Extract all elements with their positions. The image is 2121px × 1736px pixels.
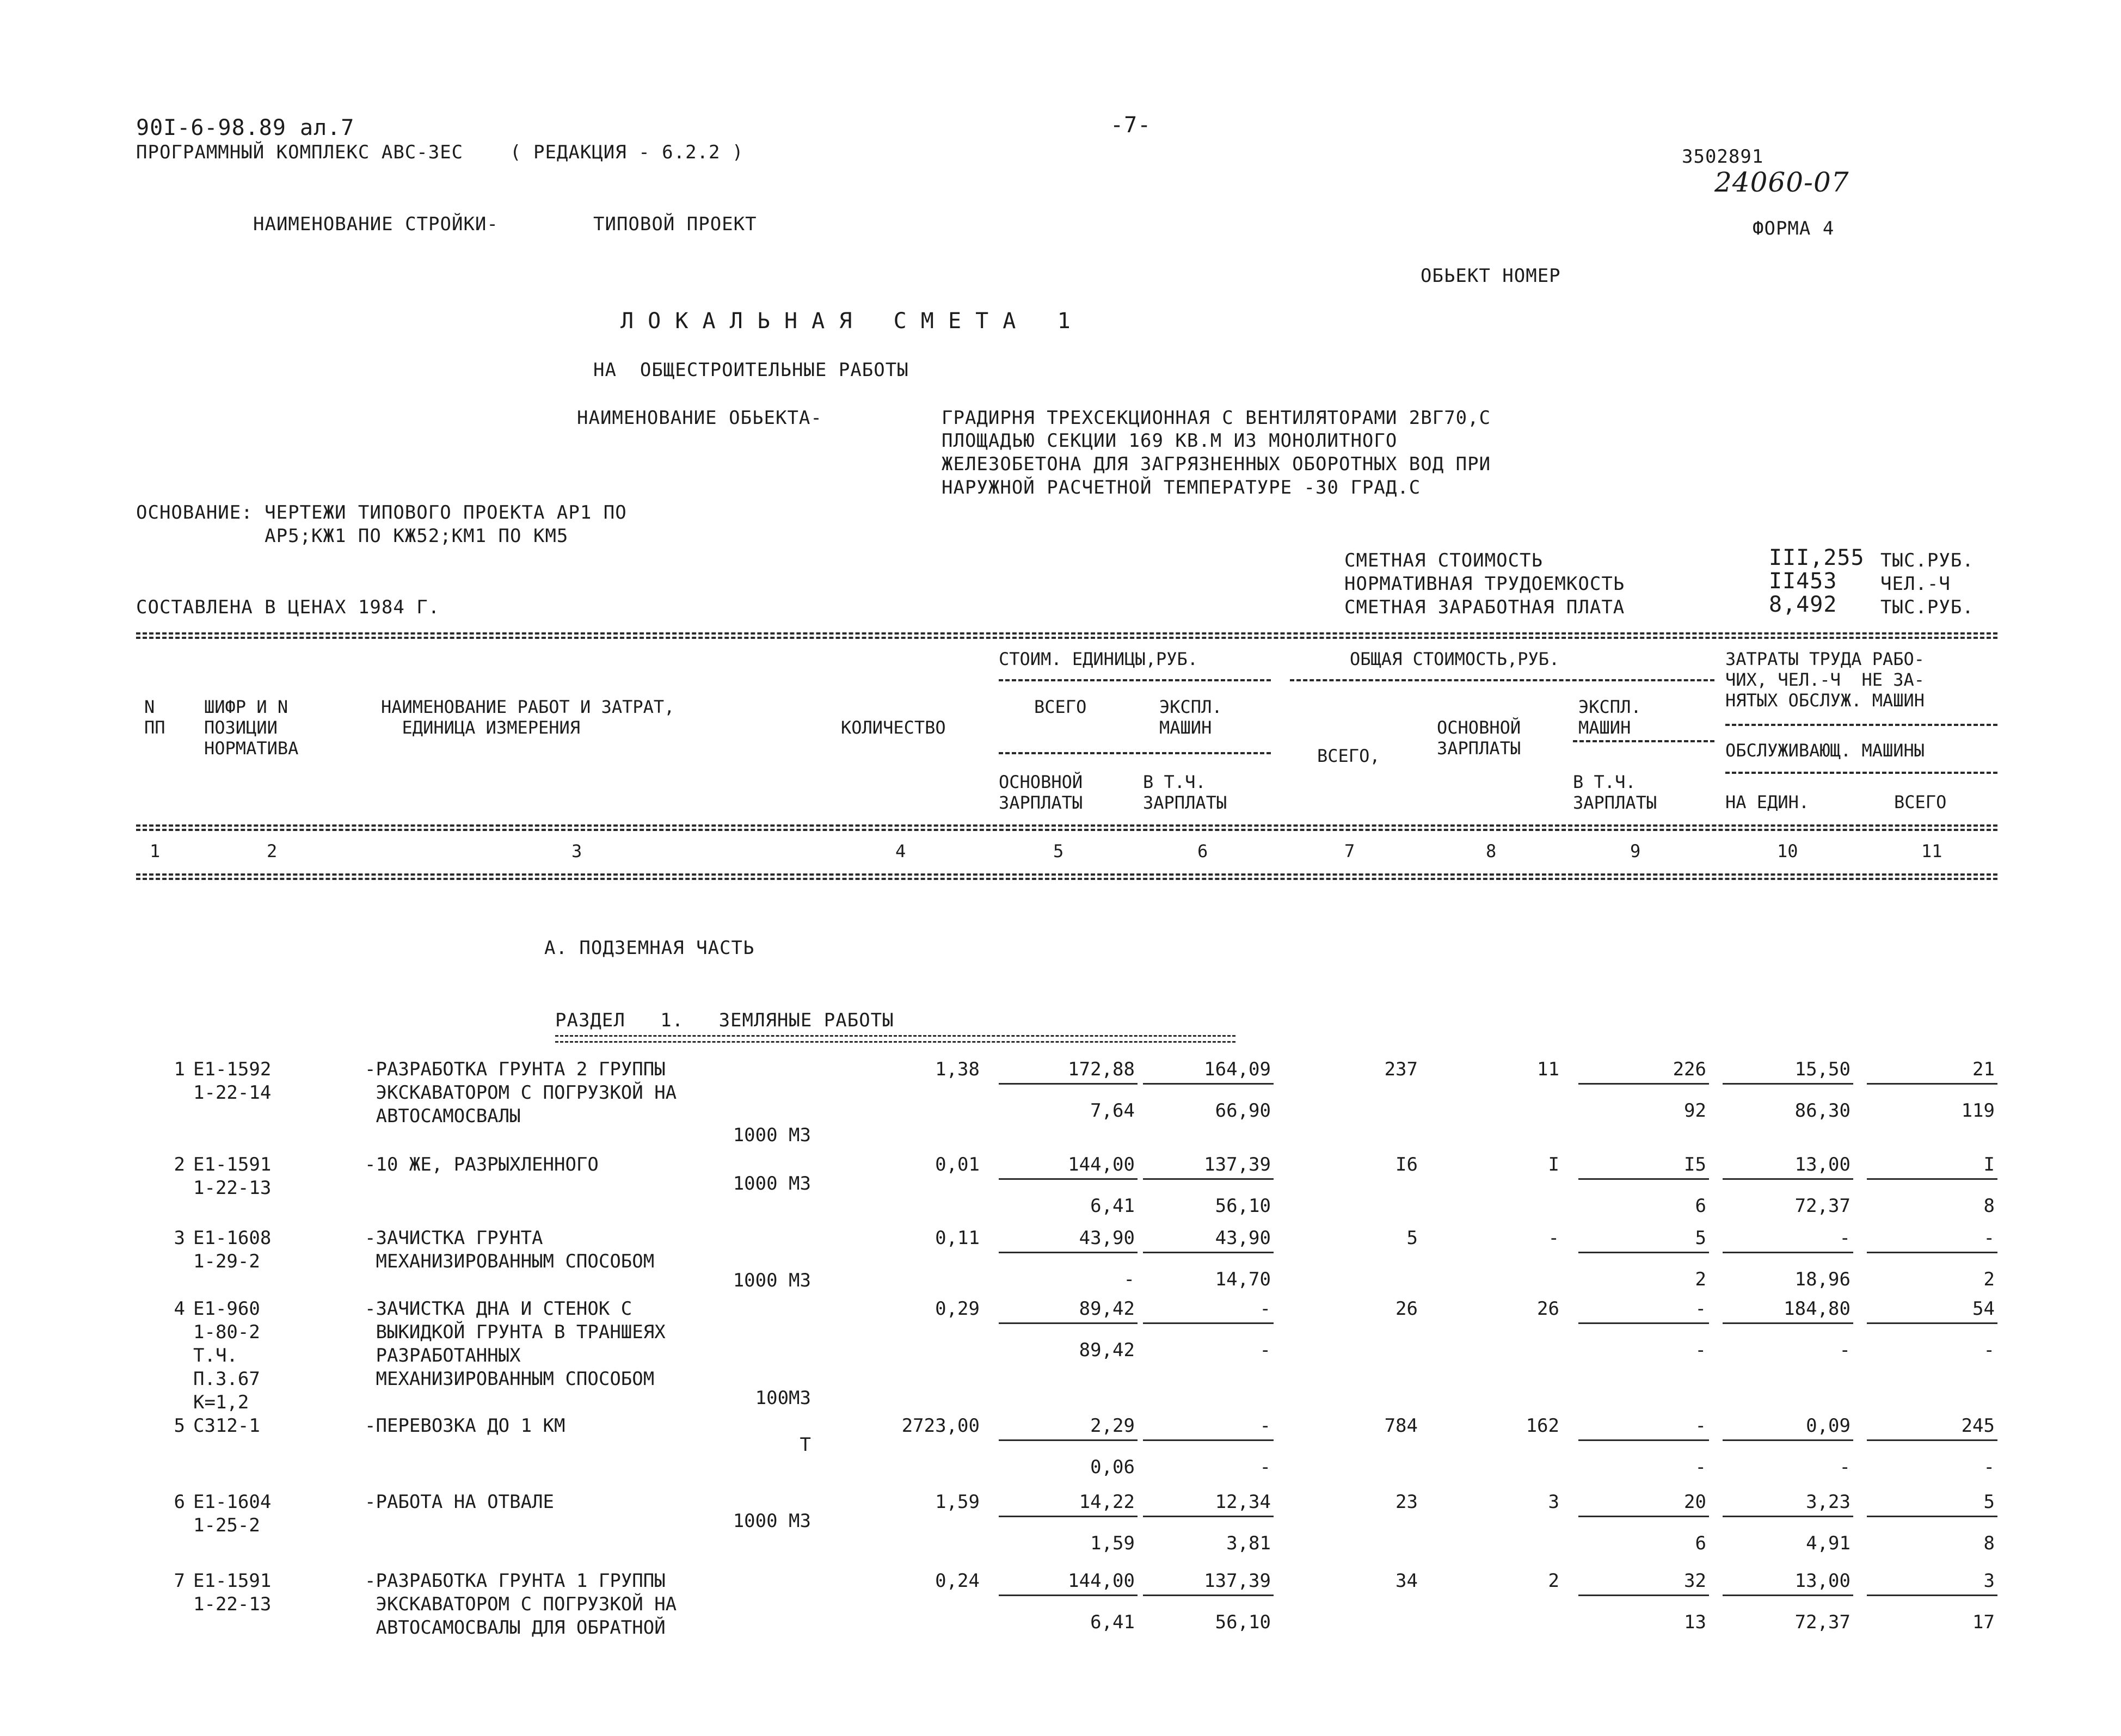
- basis-line-2: АР5;КЖ1 ПО КЖ52;КМ1 ПО КМ5: [136, 525, 569, 547]
- row-rule-c11: [1867, 1322, 1997, 1324]
- row-total-incl-wages: 2: [1695, 1269, 1706, 1290]
- row-code: 1-22-13: [193, 1177, 272, 1199]
- row-labor-per-unit: -: [1839, 1227, 1851, 1249]
- row-rule-c6: [1143, 1439, 1274, 1441]
- row-unit-incl-wages: 3,81: [1226, 1532, 1271, 1554]
- header-rule-unit-cost: [999, 679, 1271, 681]
- row-total-wages: 3: [1548, 1491, 1559, 1513]
- row-rule-c11: [1867, 1178, 1997, 1180]
- row-labor-total: 3: [1983, 1570, 1995, 1592]
- col-header-unit-cost: СТОИМ. ЕДИНИЦЫ,РУБ.: [999, 649, 1198, 669]
- row-work-name: ВЫКИДКОЙ ГРУНТА В ТРАНШЕЯХ: [365, 1321, 666, 1343]
- row-unit-cost-machines: 12,34: [1215, 1491, 1271, 1513]
- row-labor-total: 5: [1983, 1491, 1995, 1513]
- row-total-machines: 226: [1673, 1058, 1706, 1080]
- form-label: ФОРМА 4: [1753, 218, 1835, 239]
- row-rule-c10: [1723, 1595, 1853, 1596]
- row-total-incl-wages: 6: [1695, 1532, 1706, 1554]
- row-rule-c5: [999, 1516, 1138, 1517]
- row-work-name: -РАБОТА НА ОТВАЛЕ: [365, 1491, 554, 1513]
- header-rule-machines: [1573, 740, 1714, 742]
- row-rule-c9: [1578, 1595, 1709, 1596]
- row-code: Е1-1591: [193, 1570, 272, 1592]
- row-unit-cost-machines: 164,09: [1204, 1058, 1271, 1080]
- row-number: 5: [174, 1415, 185, 1437]
- row-labor-total: I: [1983, 1154, 1995, 1175]
- row-total-machines: 5: [1695, 1227, 1706, 1249]
- row-unit-cost-total: 2,29: [1090, 1415, 1135, 1437]
- row-total-wages: 2: [1548, 1570, 1559, 1592]
- row-work-name: ЭКСКАВАТОРОМ С ПОГРУЗКОЙ НА: [365, 1593, 677, 1615]
- row-rule-c10: [1723, 1178, 1853, 1180]
- row-unit: Т: [800, 1434, 811, 1456]
- summary-label-wages: СМЕТНАЯ ЗАРАБОТНАЯ ПЛАТА: [1344, 596, 1625, 618]
- row-unit-incl-wages: 56,10: [1215, 1195, 1271, 1217]
- row-unit-base-wages: 6,41: [1090, 1195, 1135, 1217]
- col-header-total-all: ВСЕГО,: [1317, 746, 1380, 766]
- row-unit-cost-machines: -: [1259, 1415, 1271, 1437]
- col-number-3: 3: [571, 841, 582, 861]
- row-code: Е1-1604: [193, 1491, 272, 1513]
- col-header-incl-wages: В Т.Ч. ЗАРПЛАТЫ: [1143, 772, 1227, 813]
- row-quantity: 1,59: [935, 1491, 980, 1513]
- row-quantity: 0,11: [935, 1227, 980, 1249]
- row-total-machines: I5: [1684, 1154, 1706, 1175]
- row-rule-c9: [1578, 1083, 1709, 1085]
- summary-value-wages: 8,492: [1769, 592, 1837, 617]
- object-line-2: ПЛОЩАДЬЮ СЕКЦИИ 169 КВ.М ИЗ МОНОЛИТНОГО: [942, 430, 1398, 452]
- object-line-1: ГРАДИРНЯ ТРЕХСЕКЦИОННАЯ С ВЕНТИЛЯТОРАМИ 2ВГ70,С: [942, 407, 1491, 429]
- row-code: 1-22-14: [193, 1082, 272, 1104]
- row-code: Е1-960: [193, 1298, 260, 1320]
- row-quantity: 0,01: [935, 1154, 980, 1175]
- prices-line: СОСТАВЛЕНА В ЦЕНАХ 1984 Г.: [136, 596, 440, 618]
- row-quantity: 2723,00: [901, 1415, 980, 1437]
- row-rule-c10: [1723, 1322, 1853, 1324]
- row-rule-c11: [1867, 1595, 1997, 1596]
- header-bottom-rule-2: [136, 829, 1997, 831]
- header-rule-labor: [1725, 724, 1997, 726]
- page-mark: -7-: [1110, 113, 1152, 138]
- row-total-cost: 5: [1406, 1227, 1418, 1249]
- row-labor-machines-total: 8: [1983, 1532, 1995, 1554]
- row-labor-machines-total: 17: [1972, 1611, 1995, 1633]
- row-total-wages: I: [1548, 1154, 1559, 1175]
- row-rule-c11: [1867, 1083, 1997, 1085]
- row-total-wages: 11: [1537, 1058, 1559, 1080]
- row-total-machines: -: [1695, 1415, 1706, 1437]
- col-header-per-unit: НА ЕДИН.: [1725, 792, 1810, 812]
- col-header-total-machines: ЭКСПЛ. МАШИН: [1578, 697, 1642, 738]
- row-unit-incl-wages: 14,70: [1215, 1269, 1271, 1290]
- row-code: П.3.67: [193, 1368, 260, 1390]
- row-code: К=1,2: [193, 1392, 249, 1413]
- summary-value-cost: III,255: [1769, 545, 1865, 570]
- summary-label-cost: СМЕТНАЯ СТОИМОСТЬ: [1344, 550, 1543, 571]
- row-rule-c10: [1723, 1252, 1853, 1253]
- row-rule-c5: [999, 1439, 1138, 1441]
- row-code: 1-80-2: [193, 1321, 260, 1343]
- program-line: ПРОГРАММНЫЙ КОМПЛЕКС АВС-ЗЕС ( РЕДАКЦИЯ - 6.2.2 ): [136, 141, 744, 163]
- row-work-name: АВТОСАМОСВАЛЫ: [365, 1105, 521, 1127]
- row-labor-per-unit: 3,23: [1806, 1491, 1851, 1513]
- col-header-labor: ЗАТРАТЫ ТРУДА РАБО- ЧИХ, ЧЕЛ.-Ч НЕ ЗА- НЯТЫХ ОБСЛУЖ. МАШИН: [1725, 649, 1925, 711]
- row-code: 1-29-2: [193, 1251, 260, 1272]
- row-unit-cost-total: 89,42: [1079, 1298, 1135, 1320]
- row-total-machines: -: [1695, 1298, 1706, 1320]
- row-work-name: -10 ЖЕ, РАЗРЫХЛЕННОГО: [365, 1154, 599, 1175]
- col-header-n: N ПП: [144, 697, 165, 738]
- row-labor-per-unit: 0,09: [1806, 1415, 1851, 1437]
- row-labor-machines-total: 8: [1983, 1195, 1995, 1217]
- col-header-qty: КОЛИЧЕСТВО: [841, 717, 946, 738]
- row-labor-machines-per-unit: 72,37: [1794, 1611, 1851, 1633]
- row-rule-c9: [1578, 1252, 1709, 1253]
- row-labor-machines-per-unit: 18,96: [1794, 1269, 1851, 1290]
- col-number-10: 10: [1777, 841, 1798, 861]
- col-number-2: 2: [267, 841, 278, 861]
- col-number-11: 11: [1921, 841, 1942, 861]
- col-number-1: 1: [150, 841, 161, 861]
- object-number-label: ОБЬЕКТ НОМЕР: [1421, 265, 1561, 287]
- row-rule-c11: [1867, 1439, 1997, 1441]
- row-rule-c11: [1867, 1252, 1997, 1253]
- row-labor-total: -: [1983, 1227, 1995, 1249]
- row-labor-per-unit: 184,80: [1784, 1298, 1851, 1320]
- row-work-name: -ЗАЧИСТКА ДНА И СТЕНОК С: [365, 1298, 632, 1320]
- row-unit-cost-machines: 43,90: [1215, 1227, 1271, 1249]
- row-total-cost: 23: [1395, 1491, 1418, 1513]
- row-total-cost: 34: [1395, 1570, 1418, 1592]
- row-rule-c6: [1143, 1595, 1274, 1596]
- summary-value-labor: II453: [1769, 569, 1837, 594]
- row-number: 4: [174, 1298, 185, 1320]
- row-unit-incl-wages: 56,10: [1215, 1611, 1271, 1633]
- row-labor-total: 21: [1972, 1058, 1995, 1080]
- row-code: 1-22-13: [193, 1593, 272, 1615]
- col-header-machines: ЭКСПЛ. МАШИН: [1159, 697, 1222, 738]
- row-labor-machines-per-unit: 4,91: [1806, 1532, 1851, 1554]
- row-unit: 1000 М3: [733, 1173, 811, 1195]
- row-rule-c10: [1723, 1439, 1853, 1441]
- row-work-name: МЕХАНИЗИРОВАННЫМ СПОСОБОМ: [365, 1368, 655, 1390]
- row-total-incl-wages: 6: [1695, 1195, 1706, 1217]
- row-unit-base-wages: 89,42: [1079, 1339, 1135, 1361]
- row-rule-c6: [1143, 1516, 1274, 1517]
- row-rule-c5: [999, 1178, 1138, 1180]
- row-code: Е1-1608: [193, 1227, 272, 1249]
- row-rule-c9: [1578, 1322, 1709, 1324]
- row-unit: 1000 М3: [733, 1270, 811, 1291]
- row-rule-c6: [1143, 1322, 1274, 1324]
- division-underline: [555, 1035, 1235, 1043]
- header-bottom-rule: [136, 824, 1997, 827]
- row-unit-cost-total: 172,88: [1068, 1058, 1135, 1080]
- row-rule-c9: [1578, 1439, 1709, 1441]
- row-rule-c6: [1143, 1252, 1274, 1253]
- row-total-cost: I6: [1395, 1154, 1418, 1175]
- row-code: 1-25-2: [193, 1515, 260, 1536]
- row-rule-c5: [999, 1252, 1138, 1253]
- division-heading: РАЗДЕЛ 1. ЗЕМЛЯНЫЕ РАБОТЫ: [555, 1009, 894, 1031]
- row-rule-c10: [1723, 1083, 1853, 1085]
- document-title: Л О К А Л Ь Н А Я С М Е Т А 1: [620, 309, 1071, 334]
- row-number: 2: [174, 1154, 185, 1175]
- row-unit-cost-total: 43,90: [1079, 1227, 1135, 1249]
- row-rule-c11: [1867, 1516, 1997, 1517]
- col-header-name: НАИМЕНОВАНИЕ РАБОТ И ЗАТРАТ, ЕДИНИЦА ИЗМЕРЕНИЯ: [381, 697, 675, 738]
- row-work-name: ЭКСКАВАТОРОМ С ПОГРУЗКОЙ НА: [365, 1082, 677, 1104]
- row-unit-cost-machines: 137,39: [1204, 1570, 1271, 1592]
- row-rule-c6: [1143, 1083, 1274, 1085]
- row-code: Т.Ч.: [193, 1345, 238, 1366]
- row-total-wages: 26: [1537, 1298, 1559, 1320]
- row-labor-per-unit: 13,00: [1794, 1570, 1851, 1592]
- header-rule-total-cost: [1290, 679, 1714, 681]
- row-unit-cost-machines: 137,39: [1204, 1154, 1271, 1175]
- header-rule-unit-cost-2: [999, 752, 1271, 754]
- row-rule-c6: [1143, 1178, 1274, 1180]
- object-line-3: ЖЕЛЕЗОБЕТОНА ДЛЯ ЗАГРЯЗНЕННЫХ ОБОРОТНЫХ ВОД ПРИ: [942, 453, 1491, 475]
- col-number-4: 4: [895, 841, 906, 861]
- row-work-name: -ПЕРЕВОЗКА ДО 1 КМ: [365, 1415, 565, 1437]
- col-number-6: 6: [1197, 841, 1208, 861]
- table-top-rule-2: [136, 637, 1997, 639]
- row-unit-cost-total: 14,22: [1079, 1491, 1135, 1513]
- row-code: Е1-1592: [193, 1058, 272, 1080]
- row-unit-incl-wages: -: [1259, 1456, 1271, 1478]
- row-labor-machines-total: 119: [1961, 1100, 1995, 1122]
- row-total-cost: 237: [1384, 1058, 1418, 1080]
- summary-unit-labor: ЧЕЛ.-Ч: [1880, 573, 1951, 595]
- row-labor-total: 54: [1972, 1298, 1995, 1320]
- row-total-machines: 32: [1684, 1570, 1706, 1592]
- row-unit-base-wages: -: [1123, 1269, 1135, 1290]
- col-header-total: ВСЕГО: [1034, 697, 1087, 717]
- row-labor-per-unit: 15,50: [1794, 1058, 1851, 1080]
- row-work-name: РАЗРАБОТАННЫХ: [365, 1345, 521, 1366]
- basis-line-1: ОСНОВАНИЕ: ЧЕРТЕЖИ ТИПОВОГО ПРОЕКТА АР1 ПО: [136, 502, 627, 524]
- row-quantity: 0,29: [935, 1298, 980, 1320]
- row-unit: 1000 М3: [733, 1124, 811, 1146]
- document-code: 90I-6-98.89 ал.7: [136, 115, 355, 140]
- row-unit-base-wages: 1,59: [1090, 1532, 1135, 1554]
- col-header-labor-machines: ОБСЛУЖИВАЮЩ. МАШИНЫ: [1725, 740, 1925, 761]
- row-rule-c5: [999, 1083, 1138, 1085]
- row-work-name: -РАЗРАБОТКА ГРУНТА 2 ГРУППЫ: [365, 1058, 666, 1080]
- row-labor-machines-total: -: [1983, 1339, 1995, 1361]
- row-work-name: АВТОСАМОСВАЛЫ ДЛЯ ОБРАТНОЙ: [365, 1617, 666, 1639]
- row-unit-base-wages: 7,64: [1090, 1100, 1135, 1122]
- part-heading: А. ПОДЗЕМНАЯ ЧАСТЬ: [544, 937, 755, 959]
- row-number: 3: [174, 1227, 185, 1249]
- row-total-incl-wages: -: [1695, 1339, 1706, 1361]
- row-labor-machines-per-unit: -: [1839, 1456, 1851, 1478]
- row-labor-machines-total: -: [1983, 1456, 1995, 1478]
- object-line-4: НАРУЖНОЙ РАСЧЕТНОЙ ТЕМПЕРАТУРЕ -30 ГРАД.С: [942, 477, 1421, 498]
- row-total-cost: 784: [1384, 1415, 1418, 1437]
- row-labor-per-unit: 13,00: [1794, 1154, 1851, 1175]
- col-header-total-wages: ОСНОВНОЙ ЗАРПЛАТЫ: [1437, 717, 1521, 759]
- summary-label-labor: НОРМАТИВНАЯ ТРУДОЕМКОСТЬ: [1344, 573, 1625, 595]
- row-unit-cost-total: 144,00: [1068, 1154, 1135, 1175]
- row-total-incl-wages: 13: [1684, 1611, 1706, 1633]
- row-total-machines: 20: [1684, 1491, 1706, 1513]
- handwritten-number: 24060-07: [1714, 167, 1849, 198]
- row-rule-c10: [1723, 1516, 1853, 1517]
- row-total-wages: -: [1548, 1227, 1559, 1249]
- row-rule-c5: [999, 1322, 1138, 1324]
- col-header-total-incl-wages: В Т.Ч. ЗАРПЛАТЫ: [1573, 772, 1657, 813]
- object-label: НАИМЕНОВАНИЕ ОБЬЕКТА-: [577, 407, 822, 429]
- row-total-incl-wages: -: [1695, 1456, 1706, 1478]
- row-number: 6: [174, 1491, 185, 1513]
- col-header-total-cost: ОБЩАЯ СТОИМОСТЬ,РУБ.: [1350, 649, 1560, 669]
- row-total-wages: 162: [1526, 1415, 1559, 1437]
- row-total-incl-wages: 92: [1684, 1100, 1706, 1122]
- row-quantity: 1,38: [935, 1058, 980, 1080]
- row-rule-c9: [1578, 1178, 1709, 1180]
- row-rule-c9: [1578, 1516, 1709, 1517]
- col-number-7: 7: [1344, 841, 1355, 861]
- row-unit-base-wages: 6,41: [1090, 1611, 1135, 1633]
- row-work-name: МЕХАНИЗИРОВАННЫМ СПОСОБОМ: [365, 1251, 655, 1272]
- row-labor-machines-per-unit: 86,30: [1794, 1100, 1851, 1122]
- row-unit-incl-wages: -: [1259, 1339, 1271, 1361]
- col-header-labor-total: ВСЕГО: [1894, 792, 1947, 812]
- document-subtitle: НА ОБЩЕСТРОИТЕЛЬНЫЕ РАБОТЫ: [593, 359, 909, 381]
- row-number: 1: [174, 1058, 185, 1080]
- row-unit-cost-total: 144,00: [1068, 1570, 1135, 1592]
- construction-label: НАИМЕНОВАНИЕ СТРОЙКИ-: [253, 213, 499, 235]
- numbers-bottom-rule-2: [136, 878, 1997, 880]
- col-header-base-wages: ОСНОВНОЙ ЗАРПЛАТЫ: [999, 772, 1083, 813]
- row-unit-base-wages: 0,06: [1090, 1456, 1135, 1478]
- row-unit: 1000 М3: [733, 1510, 811, 1532]
- row-unit: 100М3: [755, 1387, 811, 1409]
- summary-unit-cost: ТЫС.РУБ.: [1880, 550, 1974, 571]
- row-unit-cost-machines: -: [1259, 1298, 1271, 1320]
- construction-value: ТИПОВОЙ ПРОЕКТ: [593, 213, 757, 235]
- col-header-code: ШИФР И N ПОЗИЦИИ НОРМАТИВА: [204, 697, 299, 759]
- col-number-8: 8: [1486, 841, 1497, 861]
- row-work-name: -РАЗРАБОТКА ГРУНТА 1 ГРУППЫ: [365, 1570, 666, 1592]
- row-quantity: 0,24: [935, 1570, 980, 1592]
- row-code: Е1-1591: [193, 1154, 272, 1175]
- col-number-9: 9: [1630, 841, 1641, 861]
- row-labor-machines-total: 2: [1983, 1269, 1995, 1290]
- row-code: С312-1: [193, 1415, 260, 1437]
- col-number-5: 5: [1053, 841, 1064, 861]
- row-work-name: -ЗАЧИСТКА ГРУНТА: [365, 1227, 543, 1249]
- summary-unit-wages: ТЫС.РУБ.: [1880, 596, 1974, 618]
- row-unit-incl-wages: 66,90: [1215, 1100, 1271, 1122]
- row-rule-c5: [999, 1595, 1138, 1596]
- table-top-rule: [136, 632, 1997, 635]
- document-number: 3502891: [1682, 146, 1764, 168]
- row-labor-total: 245: [1961, 1415, 1995, 1437]
- row-total-cost: 26: [1395, 1298, 1418, 1320]
- row-labor-machines-per-unit: -: [1839, 1339, 1851, 1361]
- row-labor-machines-per-unit: 72,37: [1794, 1195, 1851, 1217]
- row-number: 7: [174, 1570, 185, 1592]
- numbers-bottom-rule: [136, 873, 1997, 876]
- header-rule-labor-2: [1725, 772, 1997, 774]
